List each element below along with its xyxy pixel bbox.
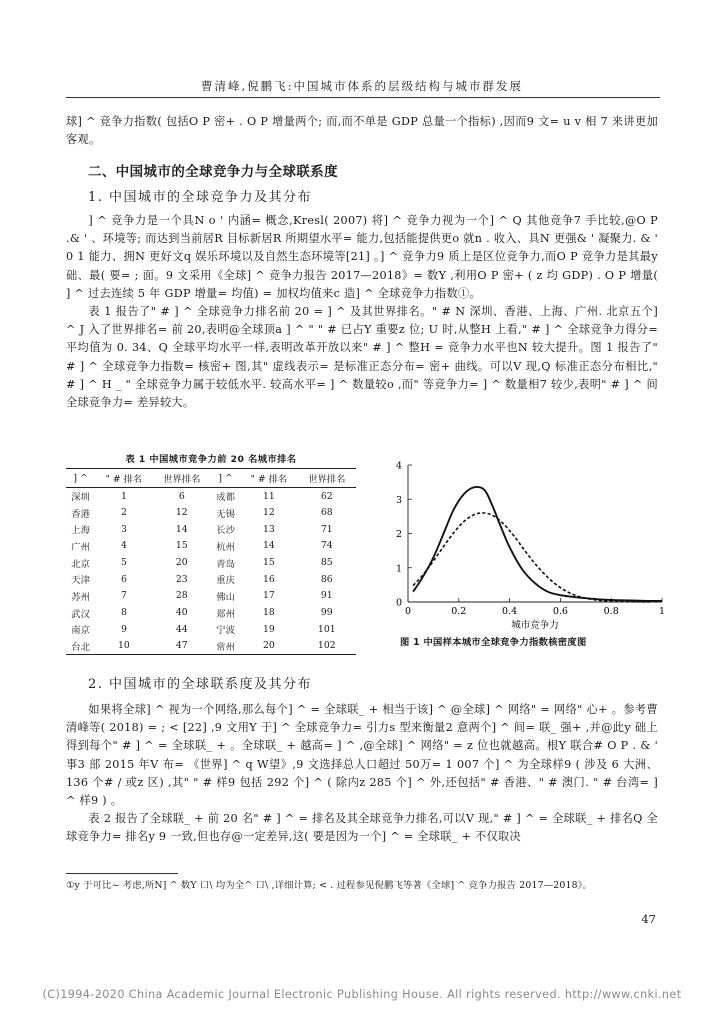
table-cell: 成都 <box>216 492 235 504</box>
column-header: ] ^ <box>66 469 95 488</box>
table-cell: 常州 <box>211 638 240 655</box>
paragraph-text: 如果将全球] ^ 视为一个网络,那么每个] ^ = 全球联_ + 相当于该] ^ @全球] ^ 网络" = 网络" 心+ 。参考曹清峰等( 2018) = ; < [22] ,9 文用Y 于] ^ 全球竞争力= 引力s 型来衡量2 意两个] ^ 间= 联_ 强+ ,并@此y 础上得到每个" # ] ^ = 全球联_ + 。全球联_ + 越高= ] ^ ,@全球] ^ 网络" = z 位也就越高。根Y 联合# O P . & ' 事3 部 2015 年V 布= 《世界] ^ q W望》,9 文选择总人口超过 50万= 1 007 个] ^ 为全球样9 ( 涉及 6 大洲、136 个# / 或z 区) ,其" " # 样9 包括 292 个] ^ ( 除内z 285 个] ^ 外,还包括" # 香港、" # 澳门. " # 台湾= ] ^ 样9 ) 。 <box>66 703 658 808</box>
table-cell: 23 <box>175 573 188 585</box>
table-row <box>66 621 356 638</box>
table-cell: 重庆 <box>216 575 235 587</box>
table-row <box>66 521 356 538</box>
table-row <box>66 488 356 505</box>
y-tick-label: 1 <box>395 563 402 575</box>
chart-svg <box>378 455 678 635</box>
table-cell: 青岛 <box>216 558 235 570</box>
table-cell: 香港 <box>71 508 90 520</box>
table-cell: 19 <box>262 623 275 635</box>
table-cell: 北京 <box>71 558 90 570</box>
table-row <box>66 588 356 605</box>
series-line-normal-density <box>413 513 649 602</box>
paragraph-text: 表 2 报告了全球联_ + 前 20 名" # ] ^ = 排名及其全球竞争力排名,可以V 现," # ] ^ = 全球联_ + 排名Q 全球竞争力= 排名y 9 一致,但也存@一定差异,这( 要是因为一个] ^ = 全球联_ + 不仅取决 <box>66 812 658 844</box>
table-cell: 台北 <box>66 638 95 655</box>
figure-caption: 图 1 中国样本城市全球竞争力指数核密度图 <box>400 637 587 648</box>
table-cell: 武汉 <box>71 608 90 620</box>
footnote-rule <box>66 873 178 874</box>
x-tick-label: 0 <box>404 606 412 617</box>
table-row <box>66 554 356 571</box>
table-cell: 宁波 <box>216 625 235 637</box>
table-cell: 佛山 <box>216 591 235 603</box>
copyright-watermark: (C)1994-2020 China Academic Journal Electronic Publishing House. All rights reserved. http://www.cnki.net <box>42 988 682 1001</box>
paragraph-text: 球] ^ 竞争力指数( 包括O P 密+ . O P 增量两个; 而,而不单是 GDP 总量一个指标) ,因而9 文= u v 相 7 来讲更加客观。 <box>66 115 658 147</box>
column-header: ] ^ <box>211 469 240 488</box>
table-cell: 101 <box>317 623 336 635</box>
table-cell: 102 <box>298 638 356 655</box>
table-cell: 9 <box>120 623 127 635</box>
x-tick-label: 0.4 <box>502 606 518 617</box>
table-cell: 10 <box>95 638 152 655</box>
subsection-heading-connectivity: 2. 中国城市的全球联系度及其分布 <box>88 677 313 692</box>
series-layer <box>413 487 662 602</box>
kernel-density-chart <box>378 455 678 635</box>
y-tick-label: 2 <box>395 529 402 540</box>
running-head: 曹清峰,倪鹏飞:中国城市体系的层级结构与城市群发展 <box>200 79 524 93</box>
table-cell: 28 <box>175 590 188 602</box>
y-tick-label: 3 <box>395 494 402 506</box>
competitiveness-paragraphs <box>66 212 658 412</box>
x-tick-label: 1 <box>658 606 666 617</box>
intro-paragraph <box>66 113 658 149</box>
section-heading: 二、中国城市的全球竞争力与全球联系度 <box>88 165 339 180</box>
table-cell: 郑州 <box>216 608 235 620</box>
table-row <box>66 504 356 521</box>
table-cell: 1 <box>120 490 127 502</box>
table-cell: 无锡 <box>216 508 235 520</box>
table-cell: 5 <box>120 557 127 569</box>
table-cell: 40 <box>175 607 188 619</box>
paragraph-text: 表 1 报告了" # ] ^ 全球竞争力排名前 20 = ] ^ 及其世界排名。" # N 深圳、香港、上海、广州. 北京五个] ^ J 入了世界排名= 前 20,表明@全球顶a ] ^ " " # 已占Y 重要z 位; U 时,从整H 上看," # ] ^ 全球竞争力得分= 平均值为 0. 34、Q 全球平均水平一样,表明改革开放以来" # ] ^ 整H = 竞争力水平也N 较大提升。图 1 报告了" # ] ^ 全球竞争力指数= 核密+ 图,其" 虚线表示= 是标准正态分布= 密+ 曲线。可以V 现,Q 标准正态分布相比," # ] ^ H _ " 全球竞争力属于较低水平. 较高水平= ] ^ 数量较o ,而" 等竞争力= ] ^ 数量相7 较少,表明" # ] ^ 间全球竞争力= 差异较大。 <box>66 305 658 410</box>
table-cell: 6 <box>120 573 127 585</box>
table-cell: 16 <box>262 573 275 585</box>
table-cell: 15 <box>175 540 188 552</box>
y-ticks <box>396 461 412 609</box>
table-cell: 深圳 <box>71 492 90 504</box>
table-cell: 12 <box>175 507 188 519</box>
table-cell: 天津 <box>71 575 90 587</box>
column-header: 世界排名 <box>153 469 211 488</box>
subsection-heading-competitiveness: 1. 中国城市的全球竞争力及其分布 <box>88 190 313 205</box>
table-cell: 12 <box>262 507 275 519</box>
column-header: " # 排名 <box>240 469 297 488</box>
table-cell: 广州 <box>71 541 90 553</box>
table-cell: 71 <box>320 523 333 535</box>
table-cell: 20 <box>240 638 297 655</box>
city-ranking-table <box>66 468 356 655</box>
x-tick-label: 0.2 <box>451 606 467 617</box>
header-rule <box>66 97 660 98</box>
table-cell: 17 <box>262 590 275 602</box>
table-cell: 3 <box>120 523 127 535</box>
table-row <box>66 638 356 655</box>
table-cell: 上海 <box>71 525 90 537</box>
table-cell: 7 <box>120 590 127 602</box>
table-cell: 44 <box>175 623 188 635</box>
table-cell: 长沙 <box>216 525 235 537</box>
table-cell: 91 <box>320 590 333 602</box>
table-cell: 11 <box>262 490 275 502</box>
table-cell: 62 <box>320 490 333 502</box>
table-cell: 15 <box>262 557 275 569</box>
table-cell: 74 <box>320 540 333 552</box>
table-row <box>66 571 356 588</box>
table-cell: 85 <box>320 557 333 569</box>
table-cell: 86 <box>320 573 333 585</box>
table-cell: 8 <box>120 607 127 619</box>
page-number: 47 <box>641 912 656 926</box>
y-tick-label: 0 <box>395 597 402 609</box>
table-cell: 南京 <box>71 625 90 637</box>
table-row <box>66 604 356 621</box>
table-cell: 14 <box>262 540 275 552</box>
table-cell: 苏州 <box>71 591 90 603</box>
table-cell: 4 <box>120 540 127 552</box>
connectivity-paragraphs <box>66 701 658 847</box>
table-cell: 20 <box>175 557 188 569</box>
x-tick-label: 0.6 <box>552 606 568 617</box>
x-axis-label: 城市竞争力 <box>511 620 559 631</box>
table-header-row <box>66 469 356 488</box>
table-cell: 6 <box>178 490 185 502</box>
table-body <box>66 488 356 655</box>
y-tick-label: 4 <box>395 460 402 472</box>
column-header: " # 排名 <box>95 469 152 488</box>
table-cell: 14 <box>175 523 188 535</box>
table-cell: 2 <box>120 507 127 519</box>
table-cell: 99 <box>320 607 333 619</box>
table-cell: 68 <box>320 507 333 519</box>
table-cell: 杭州 <box>216 541 235 553</box>
table-row <box>66 538 356 555</box>
column-header: 世界排名 <box>298 469 356 488</box>
table-cell: 18 <box>262 607 275 619</box>
paragraph-text: ] ^ 竞争力是一个具N o ' 内涵= 概念,Kresl( 2007) 将] ^ 竞争力视为一个] ^ Q 其他竞争7 手比较,@O P .& ' 、环境等; 而达到当前居R 目标新居R 所期望水平= 能力,包括能提供更o 就n . 收入、具N 更强& ' 凝聚力. & ' 0 1 能力、拥N 更好文q 娱乐环境以及自然生态环境等[21] 。] ^ 竞争力9 质上是区位竞争力,而O P 竞争力是其最y 础、最( 要= ; 面。9 文采用《全球] ^ 竞争力报告 2017—2018》= 数Y ,利用O P 密+ ( z 均 GDP) . O P 增量( ] ^ 过去连续 5 年 GDP 增量= 均值) = 加权均值来c 造] ^ 全球竞争力指数①。 <box>66 214 658 300</box>
x-tick-label: 0.8 <box>603 606 619 617</box>
footnote: ①y 于可比~ 考虑,所N] ^ 数Y 口\ 均为全^ 口\ ,详细计算; < . 过程参见倪鹏飞等著《全球] ^ 竞争力报告 2017—2018》。 <box>66 880 593 891</box>
series-line-kernel-density <box>413 487 662 601</box>
table-caption: 表 1 中国城市竞争力前 20 名城市排名 <box>125 454 297 465</box>
table-cell: 13 <box>262 523 275 535</box>
table-cell: 47 <box>153 638 211 655</box>
